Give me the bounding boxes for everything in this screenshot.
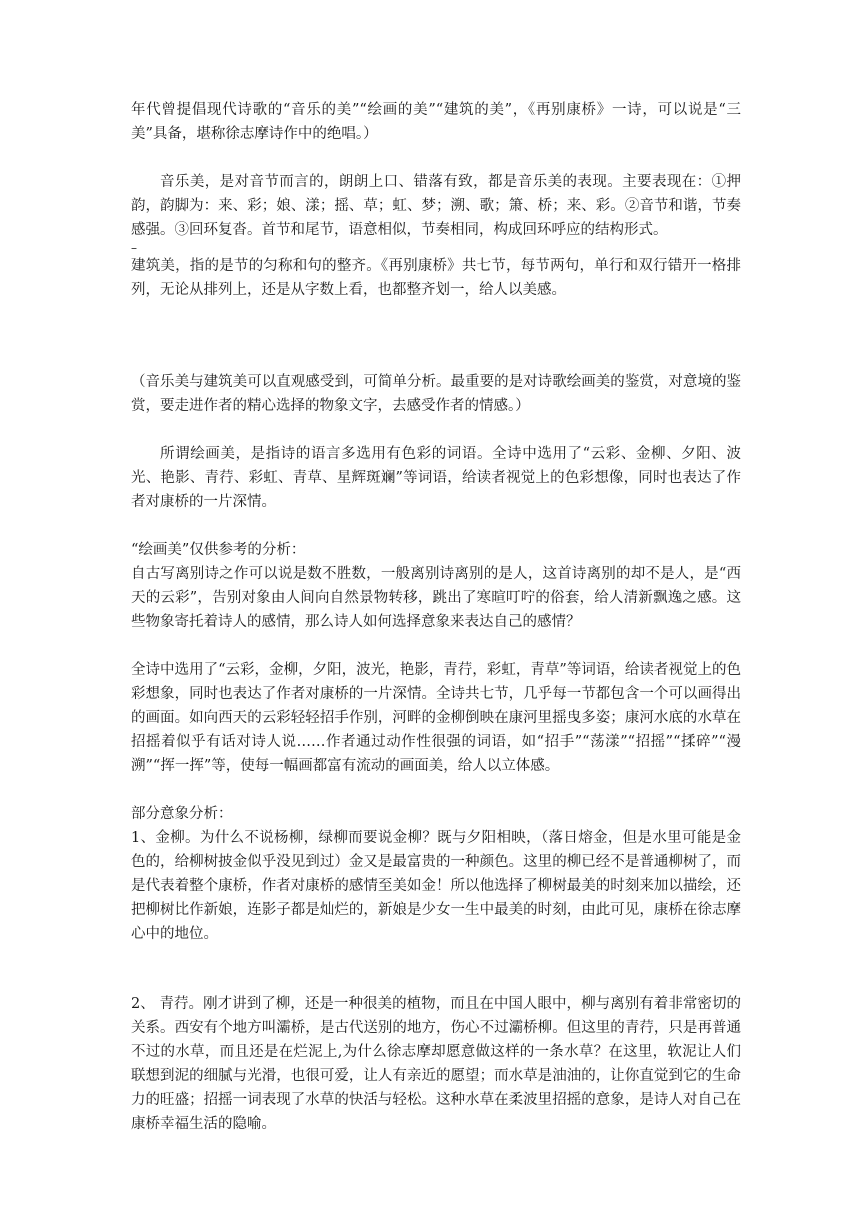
green-weed-paragraph: 2、 青荇。刚才讲到了柳，还是一种很美的植物，而且在中国人眼中，柳与离别有着非常密切的关系。西安有个地方叫灞桥，是古代送别的地方，伤心不过灞桥柳。但这里的青荇，只是再普通不过的水草，而且还是在烂泥上,为什么徐志摩却愿意做这样的一条水草？在这里，软泥让人们联想到泥的细腻与光滑，也很可爱，让人有亲近的愿望；而水草是油油的，让你直觉到它的生命力的旺盛；招摇一词表现了水草的快活与轻松。这种水草在柔波里招摇的意象，是诗人对自己在康桥幸福生活的隐喻。 [131,996,741,1132]
imagery-analysis-heading: 部分意象分析： [131,806,233,822]
music-beauty-paragraph: 音乐美，是对音节而言的，朗朗上口、错落有致，都是音乐美的表现。主要表现在：①押韵，韵脚为：来、彩；娘、漾；摇、草；虹、梦；溯、歌；箫、桥；来、彩。②音节和谐，节奏感强。③回环复沓。首节和尾节，语意相似，节奏相同，构成回环呼应的结构形式。 [131,174,741,238]
intro-paragraph: 年代曾提倡现代诗歌的“音乐的美”“绘画的美”“建筑的美”，《再别康桥》一诗，可以说是“三美”具备，堪称徐志摩诗作中的绝唱。） [131,102,741,142]
document-page [131,98,741,1136]
architecture-beauty-paragraph: 建筑美，指的是节的匀称和句的整齐。《再别康桥》共七节，每节两句，单行和双行错开一格排列，无论从排列上，还是从字数上看，也都整齐划一，给人以美感。 [131,258,741,298]
painting-beauty-paragraph: 所谓绘画美，是指诗的语言多选用有色彩的词语。全诗中选用了“云彩、金柳、夕阳、波光、艳影、青荇、彩虹、青草、星辉斑斓”等词语，给读者视觉上的色彩想像，同时也表达了作者对康桥的一片深情。 [131,446,741,510]
dash-mark: – [131,241,137,255]
imagery-words-paragraph: 全诗中选用了“云彩，金柳，夕阳，波光，艳影，青荇，彩虹，青草”等词语，给读者视觉上的色彩想象，同时也表达了作者对康桥的一片深情。全诗共七节，几乎每一节都包含一个可以画得出的画面。如向西天的云彩轻轻招手作别，河畔的金柳倒映在康河里摇曳多姿；康河水底的水草在招摇着似乎有话对诗人说……作者通过动作性很强的词语，如“招手”“荡漾”“招摇”“揉碎”“漫溯”“挥一挥”等，使每一幅画都富有流动的画面美，给人以立体感。 [131,662,741,774]
farewell-poem-paragraph: 自古写离别诗之作可以说是数不胜数，一般离别诗离别的是人，这首诗离别的却不是人，是“西天的云彩”，告别对象由人间向自然景物转移，跳出了寒暄叮咛的俗套，给人清新飘逸之感。这些物象寄托着诗人的感情，那么诗人如何选择意象来表达自己的感情？ [131,566,741,630]
appreciation-note-paragraph: （音乐美与建筑美可以直观感受到，可简单分析。最重要的是对诗歌绘画美的鉴赏，对意境的鉴赏，要走进作者的精心选择的物象文字，去感受作者的情感。） [131,374,741,414]
golden-willow-paragraph: 1、金柳。为什么不说杨柳，绿柳而要说金柳？既与夕阳相映，（落日熔金，但是水里可能是金色的，给柳树披金似乎没见到过）金又是最富贵的一种颜色。这里的柳已经不是普通柳树了，而是代表着整个康桥，作者对康桥的感情至美如金！所以他选择了柳树最美的时刻来加以描绘，还把柳树比作新娘，连影子都是灿烂的，新娘是少女一生中最美的时刻，由此可见，康桥在徐志摩心中的地位。 [131,830,741,942]
painting-analysis-heading: “绘画美”仅供参考的分析： [131,542,306,558]
